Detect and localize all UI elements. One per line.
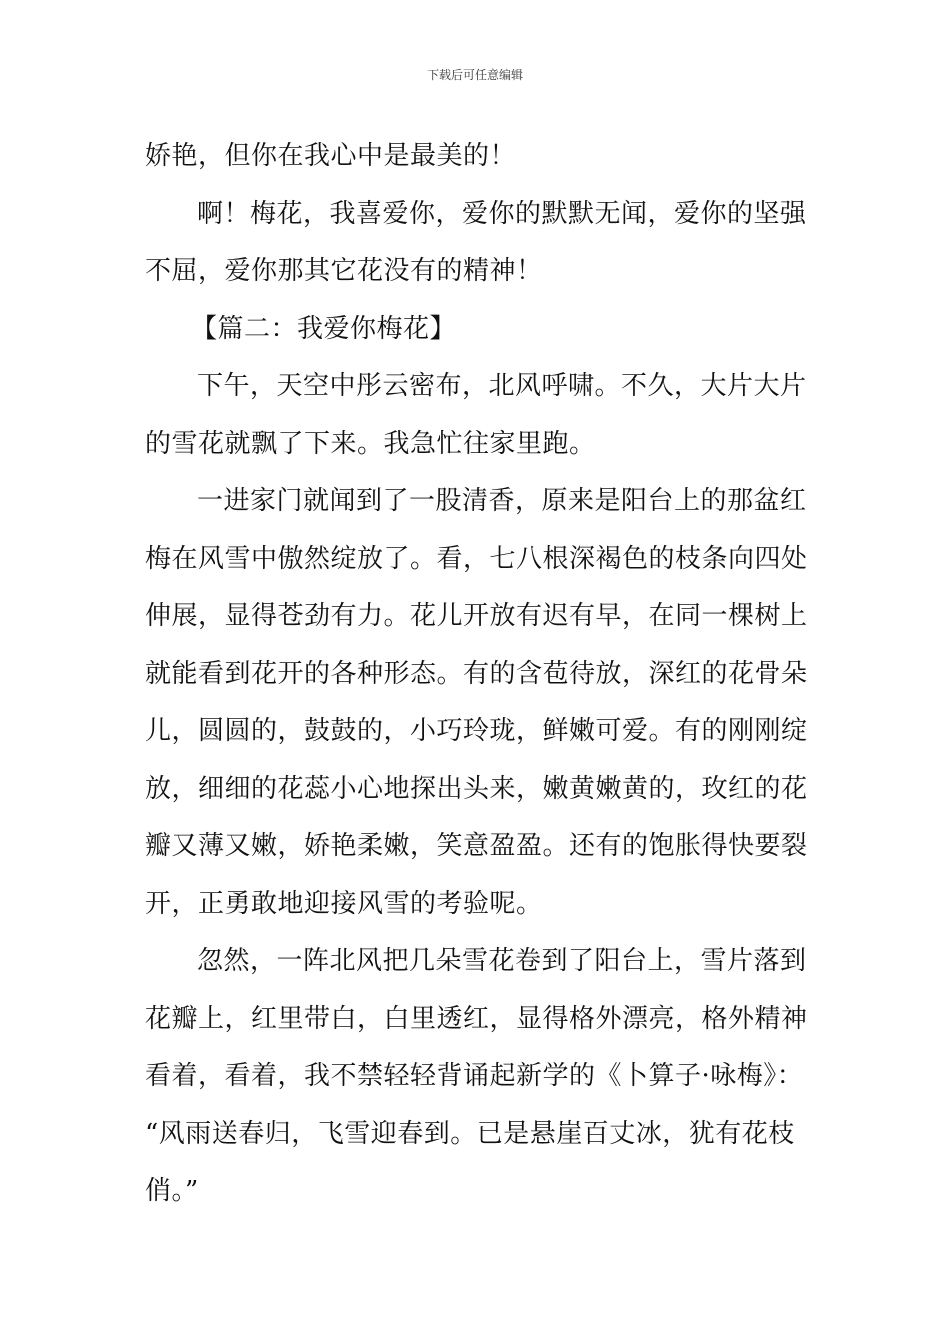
text-line: 下午，天空中彤云密布，北风呼啸。不久，大片大片 bbox=[197, 371, 807, 401]
text-line: 伸展，显得苍劲有力。花儿开放有迟有早，在同一棵树上 bbox=[145, 601, 808, 631]
text-line: 看着，看着，我不禁轻轻背诵起新学的《卜算子·咏梅》： bbox=[145, 1061, 804, 1091]
document-body bbox=[145, 128, 820, 1221]
text-line: 儿，圆圆的，鼓鼓的，小巧玲珑，鲜嫩可爱。有的刚刚绽 bbox=[145, 716, 808, 746]
text-line: “风雨送春归，飞雪迎春到。已是悬崖百丈冰，犹有花枝 bbox=[145, 1118, 795, 1149]
text-line: 放，细细的花蕊小心地探出头来，嫩黄嫩黄的，玫红的花 bbox=[145, 773, 808, 804]
section-heading: 【篇二：我爱你梅花】 bbox=[191, 313, 457, 344]
text-line: 俏。” bbox=[145, 1176, 199, 1206]
text-line: 一进家门就闻到了一股清香，原来是阳台上的那盆红 bbox=[197, 486, 807, 516]
text-line: 就能看到花开的各种形态。有的含苞待放，深红的花骨朵 bbox=[145, 658, 808, 689]
text-line: 啊！梅花，我喜爱你，爱你的默默无闻，爱你的坚强 bbox=[197, 198, 807, 229]
text-line: 开，正勇敢地迎接风雪的考验呢。 bbox=[145, 888, 543, 919]
header-note: 下载后可任意编辑 bbox=[426, 68, 523, 82]
text-line: 梅在风雪中傲然绽放了。看，七八根深褐色的枝条向四处 bbox=[145, 543, 808, 574]
text-line: 忽然，一阵北风把几朵雪花卷到了阳台上，雪片落到 bbox=[197, 946, 807, 976]
text-line: 娇艳，但你在我心中是最美的！ bbox=[145, 141, 517, 171]
text-line: 的雪花就飘了下来。我急忙往家里跑。 bbox=[145, 428, 596, 459]
text-line: 瓣又薄又嫩，娇艳柔嫩，笑意盈盈。还有的饱胀得快要裂 bbox=[145, 831, 808, 861]
text-line: 花瓣上，红里带白，白里透红，显得格外漂亮，格外精神 bbox=[145, 1003, 808, 1034]
text-line: 不屈，爱你那其它花没有的精神！ bbox=[145, 256, 543, 286]
